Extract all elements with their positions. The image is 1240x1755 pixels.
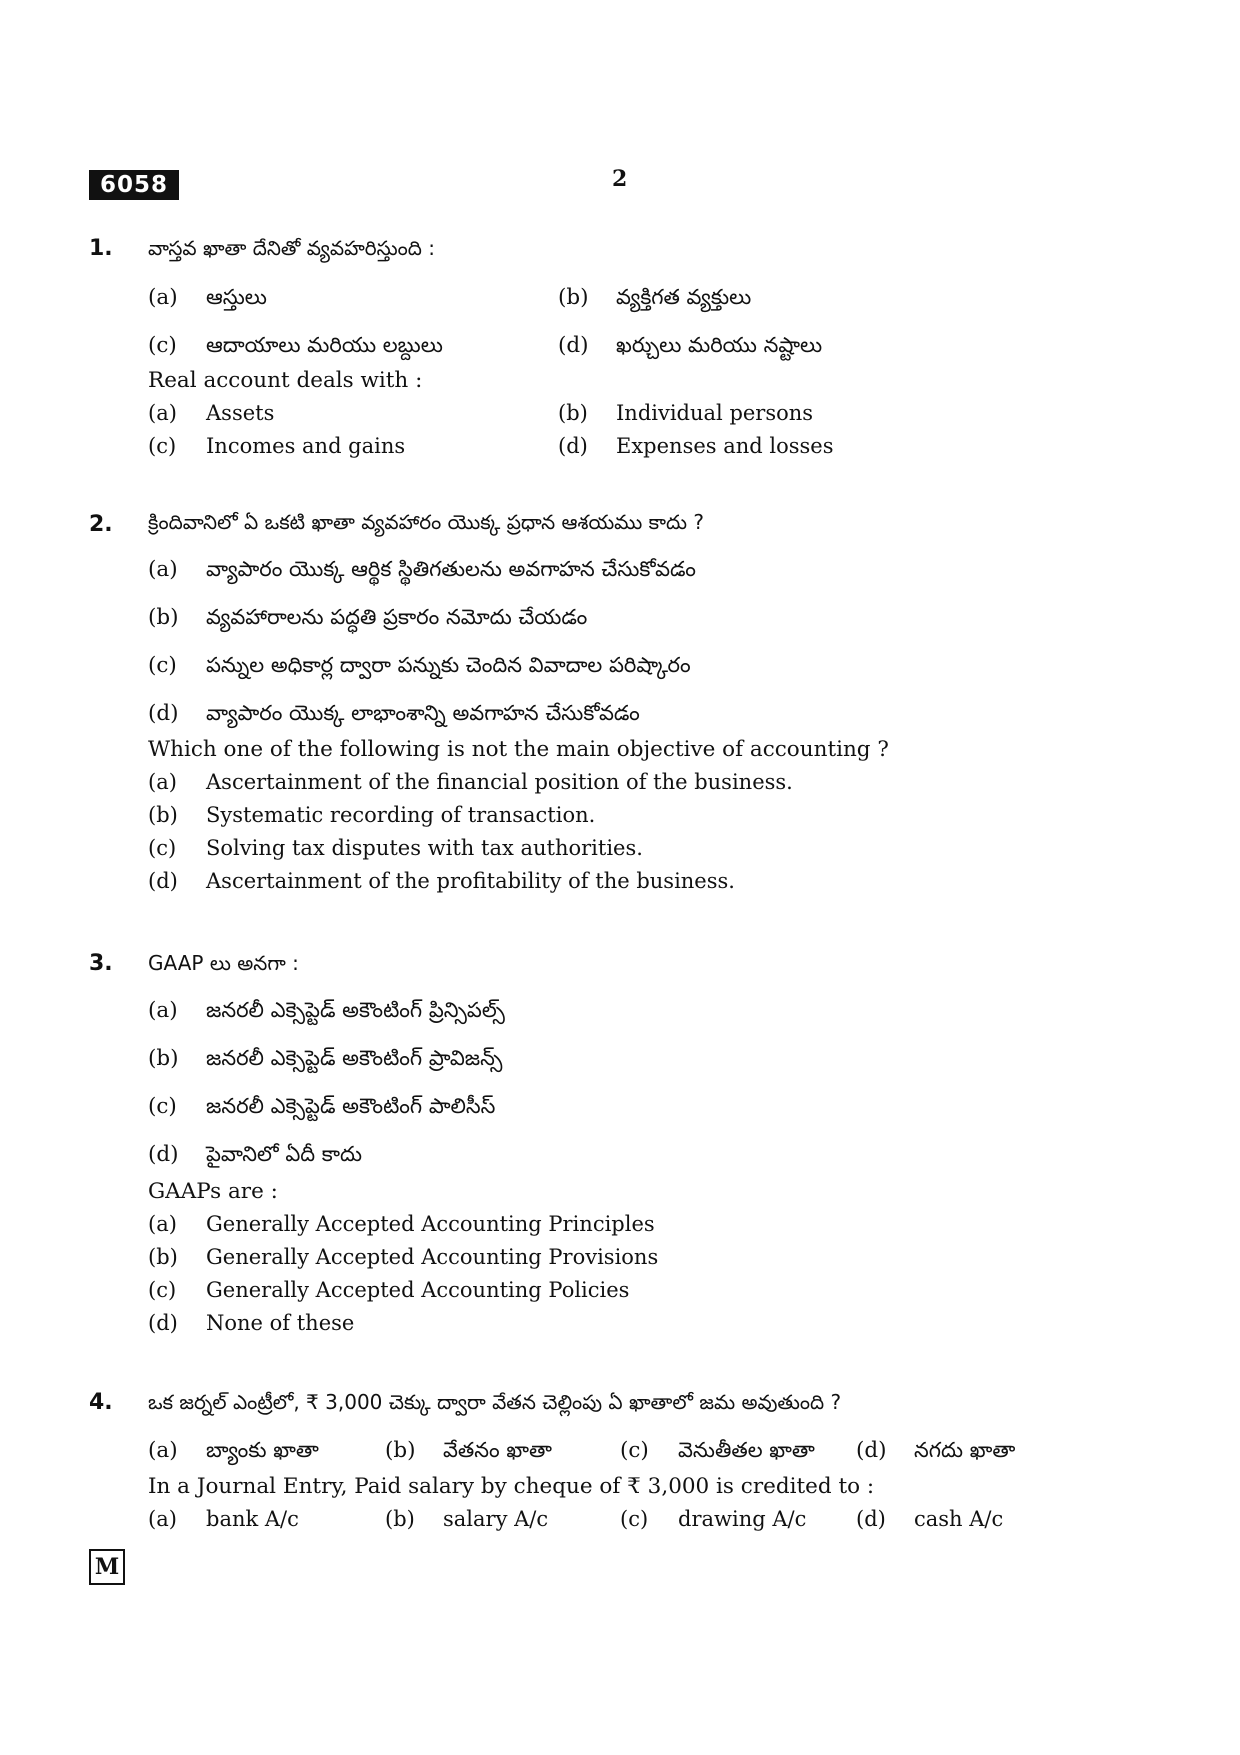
option-a-telugu: (a) బ్యాంకు ఖాతా bbox=[148, 1438, 319, 1463]
question-stem-english: Which one of the following is not the main objective of accounting ? bbox=[148, 737, 889, 762]
question-stem-english: GAAPs are : bbox=[148, 1179, 278, 1204]
option-c-telugu: (c) పన్నుల అధికార్ల ద్వారా పన్నుకు చెందిన వివాదాల పరిష్కారం bbox=[148, 653, 691, 678]
question-stem-telugu: GAAP లు అనగా : bbox=[148, 951, 299, 975]
option-c-telugu: (c) జనరలీ ఎక్సెప్టెడ్ అకౌంటింగ్ పాలిసీస్ bbox=[148, 1094, 496, 1119]
option-c-telugu: (c) వెనుతీతల ఖాతా bbox=[620, 1438, 815, 1463]
option-b-telugu: (b) వ్యవహారాలను పద్ధతి ప్రకారం నమోదు చేయడం bbox=[148, 605, 588, 630]
option-c-english: (c) Solving tax disputes with tax authorities. bbox=[148, 836, 643, 860]
question-stem-english: In a Journal Entry, Paid salary by cheque of ₹ 3,000 is credited to : bbox=[148, 1474, 875, 1499]
question-number: 2. bbox=[89, 512, 113, 537]
option-a-english: (a) bank A/c bbox=[148, 1507, 299, 1531]
option-c-telugu: (c) ఆదాయాలు మరియు లబ్దులు bbox=[148, 333, 443, 358]
question-number: 1. bbox=[89, 236, 113, 261]
paper-code: 6058 bbox=[89, 170, 179, 200]
option-a-english: (a) Generally Accepted Accounting Principles bbox=[148, 1212, 655, 1236]
option-d-telugu: (d) పైవానిలో ఏదీ కాదు bbox=[148, 1142, 363, 1167]
option-d-telugu: (d) వ్యాపారం యొక్క లాభాంశాన్ని అవగాహన చేసుకోవడం bbox=[148, 701, 640, 726]
option-a-english: (a) Ascertainment of the financial position of the business. bbox=[148, 770, 793, 794]
option-b-telugu: (b) వేతనం ఖాతా bbox=[385, 1438, 552, 1463]
option-b-english: (b) salary A/c bbox=[385, 1507, 549, 1531]
footer-mark: M bbox=[89, 1549, 125, 1585]
option-b-english: (b) Individual persons bbox=[558, 401, 814, 425]
question-number: 4. bbox=[89, 1390, 113, 1415]
option-b-telugu: (b) వ్యక్తిగత వ్యక్తులు bbox=[558, 285, 752, 310]
option-a-telugu: (a) వ్యాపారం యొక్క ఆర్థిక స్థితిగతులను అవగాహన చేసుకోవడం bbox=[148, 557, 696, 582]
option-c-english: (c) Generally Accepted Accounting Policies bbox=[148, 1278, 630, 1302]
option-d-english: (d) None of these bbox=[148, 1311, 355, 1335]
option-d-english: (d) Expenses and losses bbox=[558, 434, 834, 458]
option-b-english: (b) Generally Accepted Accounting Provisions bbox=[148, 1245, 659, 1269]
question-number: 3. bbox=[89, 951, 113, 976]
option-c-english: (c) drawing A/c bbox=[620, 1507, 807, 1531]
option-c-english: (c) Incomes and gains bbox=[148, 434, 406, 458]
question-stem-telugu: ఒక జర్నల్ ఎంట్రీలో, ₹ 3,000 చెక్కు ద్వారా వేతన చెల్లింపు ఏ ఖాతాలో జమ అవుతుంది ? bbox=[148, 1390, 842, 1414]
question-stem-english: Real account deals with : bbox=[148, 368, 423, 393]
option-b-telugu: (b) జనరలీ ఎక్సెప్టెడ్ అకౌంటింగ్ ప్రావిజన్స్ bbox=[148, 1046, 503, 1071]
option-a-english: (a) Assets bbox=[148, 401, 275, 425]
option-d-telugu: (d) నగదు ఖాతా bbox=[856, 1438, 1016, 1463]
option-d-telugu: (d) ఖర్చులు మరియు నష్టాలు bbox=[558, 333, 823, 358]
option-d-english: (d) cash A/c bbox=[856, 1507, 1004, 1531]
option-a-telugu: (a) ఆస్తులు bbox=[148, 285, 267, 310]
question-stem-telugu: వాస్తవ ఖాతా దేనితో వ్యవహరిస్తుంది : bbox=[148, 236, 435, 260]
question-stem-telugu: క్రిందివానిలో ఏ ఒకటి ఖాతా వ్యవహారం యొక్క ప్రధాన ఆశయము కాదు ? bbox=[148, 510, 704, 534]
option-d-english: (d) Ascertainment of the profitability of the business. bbox=[148, 869, 735, 893]
page-number: 2 bbox=[612, 166, 628, 192]
option-a-telugu: (a) జనరలీ ఎక్సెప్టెడ్ అకౌంటింగ్ ప్రిన్సిపల్స్ bbox=[148, 998, 505, 1023]
option-b-english: (b) Systematic recording of transaction. bbox=[148, 803, 596, 827]
